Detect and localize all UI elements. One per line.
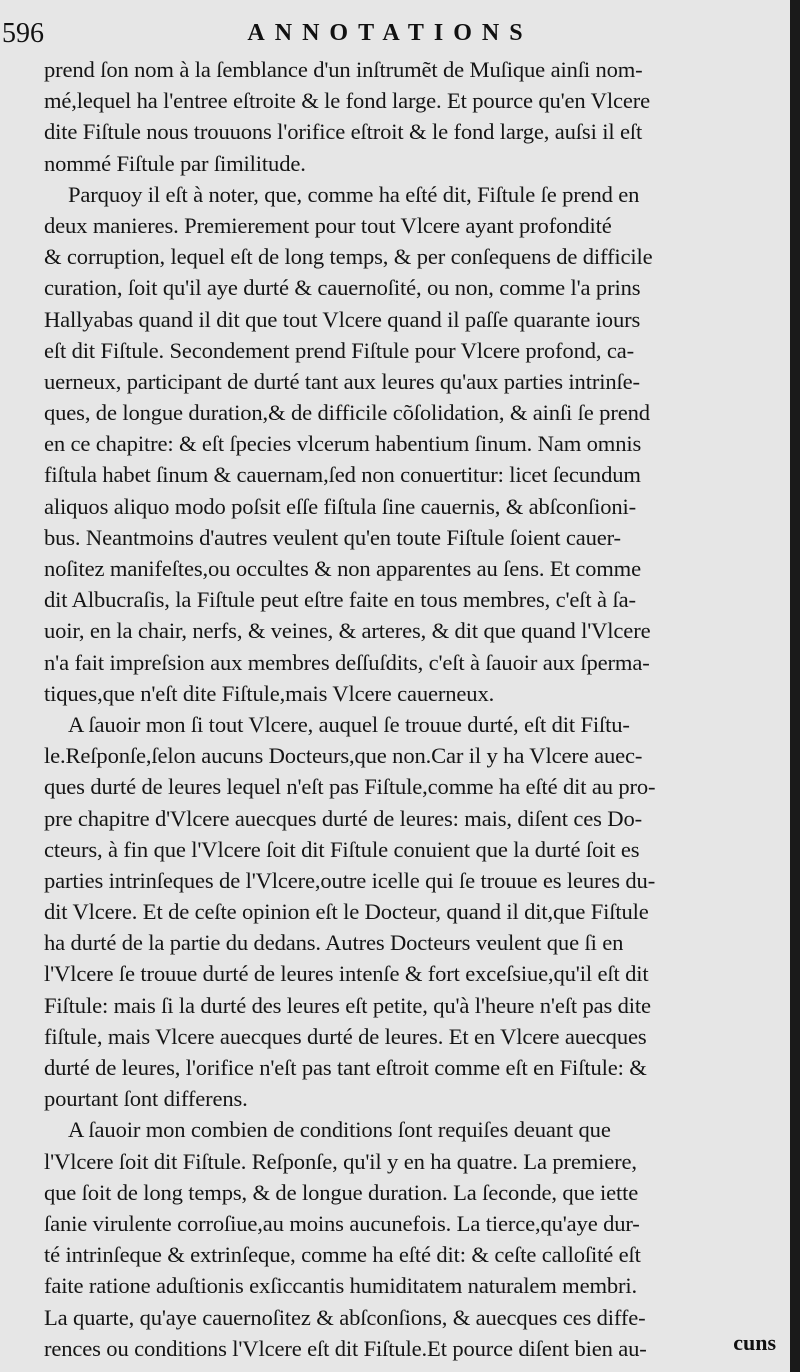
text-line: cteurs, à fin que l'Vlcere ſoit dit Fiſtule conuient que la durté ſoit es bbox=[44, 836, 640, 862]
text-line: noſitez manifeſtes,ou occultes & non apparentes au ſens. Et comme bbox=[44, 556, 641, 581]
text-line: deux manieres. Premierement pour tout Vlcere ayant profondité bbox=[44, 212, 612, 238]
text-line: l'Vlcere ſoit dit Fiſtule. Reſponſe, qu'il y en ha quatre. La premiere, bbox=[44, 1148, 637, 1174]
text-line: mé,lequel ha l'entree eſtroite & le fond large. Et pource qu'en Vlcere bbox=[44, 88, 650, 114]
text-line: ques, de longue duration,& de difficile cõſolidation, & ainſi ſe prend bbox=[44, 400, 650, 426]
text-line: aliquos aliquo modo poſsit eſſe fiſtula ſine cauernis, & abſconſioni- bbox=[44, 493, 637, 519]
text-line: curation, ſoit qu'il aye durté & cauernoſité, ou non, comme l'a prins bbox=[44, 275, 641, 301]
page-number: 596 bbox=[2, 18, 44, 49]
text-line: dite Fiſtule nous trouuons l'orifice eſtroit & le fond large, auſsi il eſt bbox=[44, 119, 643, 145]
text-line: pourtant ſont differens. bbox=[44, 1086, 248, 1112]
text-line: rences ou conditions l'Vlcere eſt dit Fiſtule.Et pource diſent bien au- bbox=[44, 1335, 647, 1361]
text-line: ha durté de la partie du dedans. Autres Docteurs veulent que ſi en bbox=[44, 930, 624, 956]
text-line: & corruption, lequel eſt de long temps, & per conſequens de difficile bbox=[44, 244, 653, 270]
text-line: ſanie virulente corroſiue,au moins aucunefois. La tierce,qu'aye dur- bbox=[44, 1210, 640, 1236]
text-line: Fiſtule: mais ſi la durté des leures eſt petite, qu'à l'heure n'eſt pas dite bbox=[44, 992, 651, 1018]
text-line: A ſauoir mon combien de conditions ſont requiſes deuant que bbox=[68, 1117, 611, 1143]
text-line: té intrinſeque & extrinſeque, comme ha eſté dit: & ceſte calloſité eſt bbox=[44, 1242, 641, 1268]
text-line: A ſauoir mon ſi tout Vlcere, auquel ſe trouue durté, eſt dit Fiſtu- bbox=[68, 711, 630, 737]
text-line: eſt dit Fiſtule. Secondement prend Fiſtule pour Vlcere profond, ca- bbox=[44, 337, 634, 363]
text-line: parties intrinſeques de l'Vlcere,outre icelle qui ſe trouue es leures du- bbox=[44, 867, 656, 893]
body-text bbox=[44, 54, 792, 1364]
text-line: ques durté de leures lequel n'eſt pas Fiſtule,comme ha eſté dit au pro- bbox=[44, 774, 656, 800]
text-line: fiſtule, mais Vlcere auecques durté de leures. Et en Vlcere auecques bbox=[44, 1023, 647, 1049]
catchword: cuns bbox=[733, 1330, 776, 1355]
text-line: fiſtula habet ſinum & cauernam,ſed non conuertitur: licet ſecundum bbox=[44, 462, 641, 488]
text-line: le.Reſponſe,ſelon aucuns Docteurs,que non.Car il y ha Vlcere auec- bbox=[44, 743, 643, 769]
text-line: Hallyabas quand il dit que tout Vlcere quand il paſſe quarante iours bbox=[44, 306, 641, 332]
running-title: ANNOTATIONS bbox=[247, 20, 533, 46]
text-line: faite ratione aduſtionis exſiccantis humiditatem naturalem membri. bbox=[44, 1273, 638, 1299]
text-line: en ce chapitre: & eſt ſpecies vlcerum habentium ſinum. Nam omnis bbox=[44, 431, 642, 457]
text-line: nommé Fiſtule par ſimilitude. bbox=[44, 150, 306, 176]
text-line: bus. Neantmoins d'autres veulent qu'en toute Fiſtule ſoient cauer- bbox=[44, 524, 621, 550]
text-line: dit Albucraſis, la Fiſtule peut eſtre faite en tous membres, c'eſt à ſa- bbox=[44, 587, 636, 613]
text-line: que ſoit de long temps, & de longue duration. La ſeconde, que iette bbox=[44, 1179, 639, 1205]
text-line: n'a fait impreſsion aux membres deſſuſdits, c'eſt à ſauoir aux ſperma- bbox=[44, 649, 650, 675]
text-line: Parquoy il eſt à noter, que, comme ha eſté dit, Fiſtule ſe prend en bbox=[68, 181, 640, 207]
page-header bbox=[0, 14, 780, 50]
text-line: prend ſon nom à la ſemblance d'un inſtrumẽt de Muſique ainſi nom- bbox=[44, 57, 643, 82]
text-line: pre chapitre d'Vlcere auecques durté de leures: mais, diſent ces Do- bbox=[44, 805, 642, 831]
text-line: tiques,que n'eſt dite Fiſtule,mais Vlcere cauerneux. bbox=[44, 680, 495, 706]
text-line: dit Vlcere. Et de ceſte opinion eſt le Docteur, quand il dit,que Fiſtule bbox=[44, 899, 649, 925]
text-line: durté de leures, l'orifice n'eſt pas tant eſtroit comme eſt en Fiſtule: & bbox=[44, 1055, 647, 1080]
text-line: l'Vlcere ſe trouue durté de leures intenſe & fort exceſsiue,qu'il eſt dit bbox=[44, 961, 649, 987]
text-line: uoir, en la chair, nerfs, & veines, & arteres, & dit que quand l'Vlcere bbox=[44, 618, 651, 644]
text-line: uerneux, participant de durté tant aux leures qu'aux parties intrinſe- bbox=[44, 368, 640, 394]
text-line: La quarte, qu'aye cauernoſitez & abſconſions, & auecques ces diffe- bbox=[44, 1304, 646, 1330]
